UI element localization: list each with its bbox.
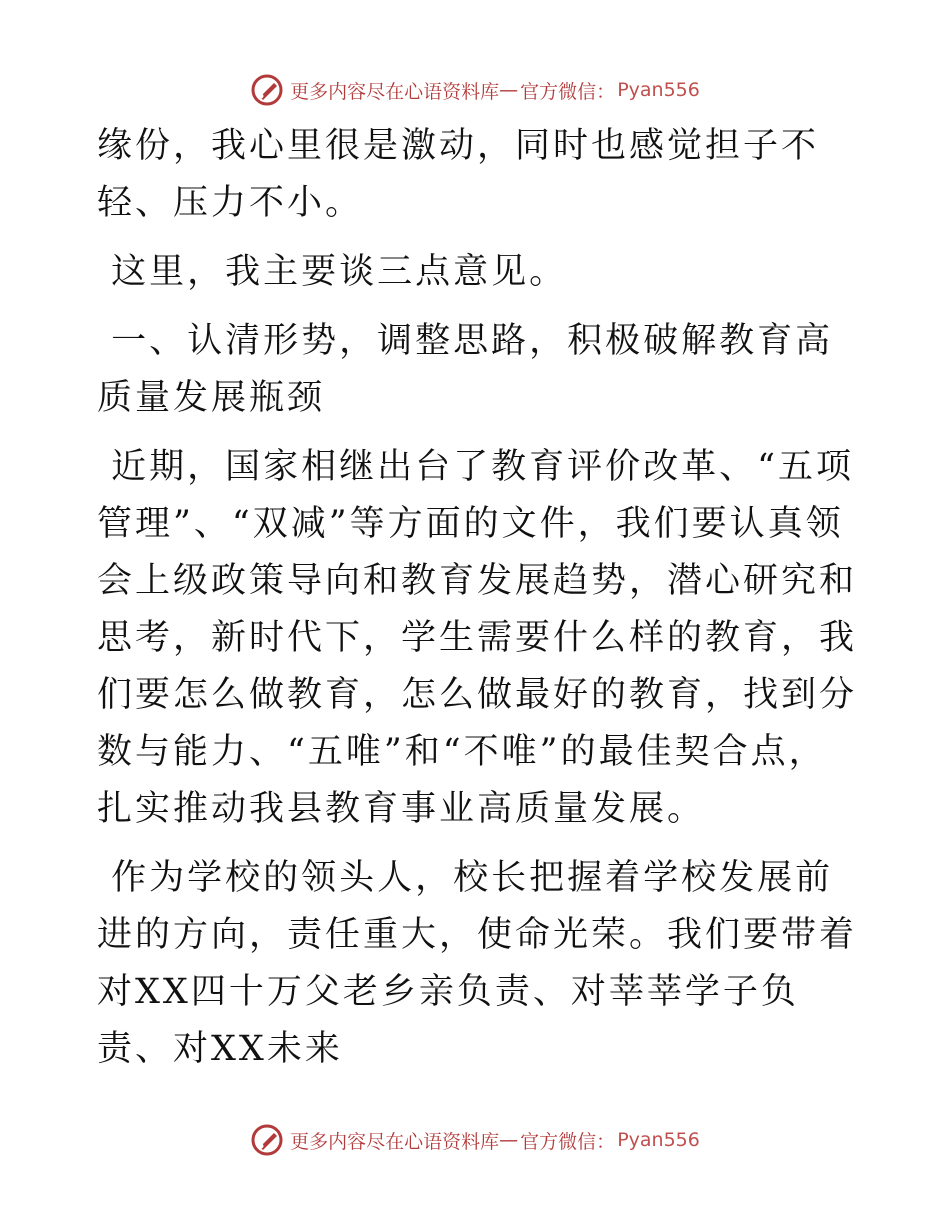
pen-circle-logo-icon (250, 73, 284, 107)
banner-text: 更多内容尽在心语资料库 (290, 1130, 500, 1153)
paragraph-3: 近期，国家相继出台了教育评价改革、“五项管理”、“双减”等方面的文件，我们要认真领会上级政策导向和教育发展趋势，潜心研究和思考，新时代下，学生需要什么样的教育，我们要怎么做教育，怎么做最好的教育，找到分数与能力、“五唯”和“不唯”的最佳契合点，扎实推动我县教育事业高质量发展。 (97, 447, 858, 829)
paragraph-1: 缘份，我心里很是激动，同时也感觉担子不轻、压力不小。 (97, 126, 820, 223)
header-watermark-banner (0, 68, 950, 112)
section-heading-1: 一、认清形势，调整思路，积极破解教育高质量发展瓶颈 (97, 321, 834, 418)
banner-id: Pyan556 (617, 1129, 700, 1151)
banner-separator: — (499, 1129, 519, 1151)
paragraph-4: 作为学校的领头人，校长把握着学校发展前进的方向，责任重大，使命光荣。我们要带着对XX四十万父老乡亲负责、对莘莘学子负责、对XX未来 (97, 858, 858, 1069)
banner-separator: — (499, 79, 519, 101)
paragraph-2: 这里，我主要谈三点意见。 (97, 252, 568, 292)
banner-label: 官方微信： (520, 1130, 616, 1153)
footer-watermark-banner (0, 1118, 950, 1162)
document-body (97, 118, 857, 1090)
banner-label: 官方微信： (520, 80, 616, 103)
pen-circle-logo-icon (250, 1123, 284, 1157)
banner-text: 更多内容尽在心语资料库 (290, 80, 500, 103)
banner-id: Pyan556 (617, 79, 700, 101)
